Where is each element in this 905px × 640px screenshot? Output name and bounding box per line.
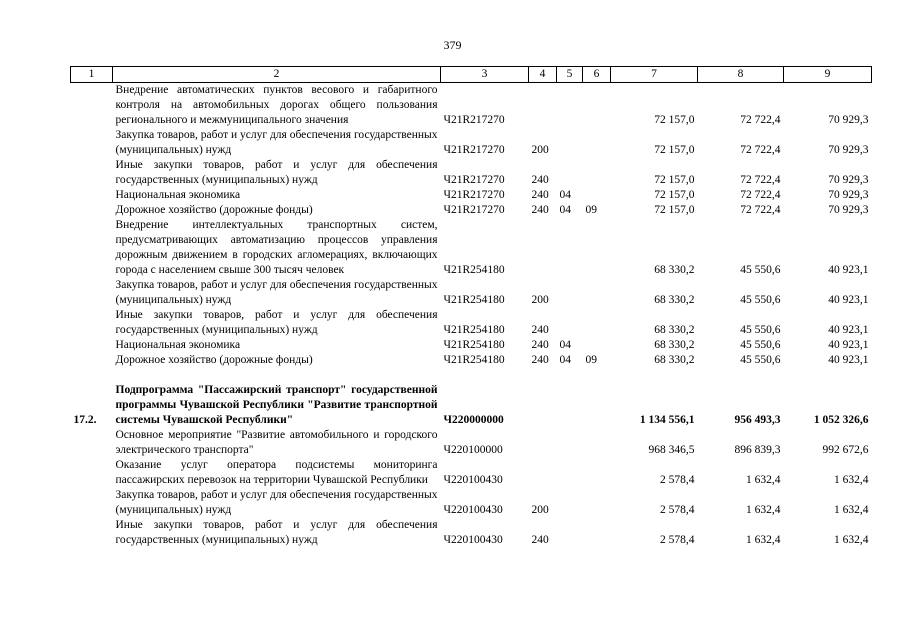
row-subsection <box>583 83 611 129</box>
row-expense-type <box>529 428 557 458</box>
row-subsection <box>583 383 611 428</box>
row-value-col7: 68 330,2 <box>654 294 695 306</box>
row-number <box>71 338 113 353</box>
row-value-col8: 72 722,4 <box>740 114 781 126</box>
row-section: 04 <box>559 339 571 351</box>
row-target-code: Ч21R217270 <box>443 204 505 216</box>
row-value-col9: 40 923,1 <box>828 264 869 276</box>
table-row <box>71 188 872 203</box>
row-name: Подпрограмма "Пассажирский транспорт" государственной программы Чувашской Республики "Развитие транспортной системы Чувашской Республики" <box>115 384 438 426</box>
row-target-code: Ч21R217270 <box>443 114 505 126</box>
row-name: Внедрение автоматических пунктов весового и габаритного контроля на автомобильных дорогах общего пользования регионального и межмуниципального значения <box>115 84 438 126</box>
row-expense-type <box>529 218 557 278</box>
row-expense-type: 240 <box>531 324 549 336</box>
row-section <box>557 83 583 129</box>
row-number: 17.2. <box>73 414 97 426</box>
row-section: 04 <box>559 204 571 216</box>
row-value-col8: 72 722,4 <box>740 144 781 156</box>
row-value-col9: 70 929,3 <box>828 144 869 156</box>
column-header: 7 <box>611 67 698 83</box>
row-expense-type: 200 <box>531 144 549 156</box>
row-value-col8: 1 632,4 <box>746 504 781 516</box>
page-number: 379 <box>443 38 462 52</box>
row-section <box>557 383 583 428</box>
row-subsection <box>583 278 611 308</box>
column-header: 6 <box>583 67 611 83</box>
row-expense-type: 240 <box>531 354 549 366</box>
row-expense-type: 240 <box>531 174 549 186</box>
row-value-col8: 45 550,6 <box>740 294 781 306</box>
row-target-code: Ч220000000 <box>443 414 504 426</box>
row-section <box>557 158 583 188</box>
column-header: 8 <box>698 67 784 83</box>
row-name: Иные закупки товаров, работ и услуг для обеспечения государственных (муниципальных) нужд <box>115 519 438 546</box>
row-value-col8: 896 839,3 <box>734 444 781 456</box>
row-target-code: Ч21R254180 <box>443 339 505 351</box>
column-header: 4 <box>529 67 557 83</box>
row-section <box>557 518 583 548</box>
row-value-col9: 70 929,3 <box>828 189 869 201</box>
row-value-col8: 956 493,3 <box>734 414 781 426</box>
row-section: 04 <box>559 189 571 201</box>
row-section <box>557 428 583 458</box>
row-name: Иные закупки товаров, работ и услуг для обеспечения государственных (муниципальных) нужд <box>115 159 438 186</box>
row-number <box>71 458 113 488</box>
table-row <box>71 383 872 428</box>
row-value-col7: 2 578,4 <box>660 534 695 546</box>
row-subsection <box>583 128 611 158</box>
row-target-code: Ч21R217270 <box>443 174 505 186</box>
row-expense-type: 240 <box>531 534 549 546</box>
row-subsection <box>583 518 611 548</box>
row-number <box>71 218 113 278</box>
row-section <box>557 458 583 488</box>
row-target-code: Ч21R217270 <box>443 189 505 201</box>
row-subsection <box>583 218 611 278</box>
row-name: Национальная экономика <box>115 189 241 201</box>
row-number <box>71 158 113 188</box>
row-value-col7: 2 578,4 <box>660 504 695 516</box>
spacer-row <box>71 368 872 383</box>
column-header: 5 <box>557 67 583 83</box>
row-target-code: Ч220100430 <box>443 474 503 486</box>
column-header: 1 <box>71 67 113 83</box>
row-expense-type <box>529 458 557 488</box>
row-target-code: Ч21R254180 <box>443 354 505 366</box>
row-number <box>71 188 113 203</box>
row-expense-type: 240 <box>531 189 549 201</box>
row-name: Закупка товаров, работ и услуг для обеспечения государственных (муниципальных) нужд <box>115 279 438 306</box>
row-name: Внедрение интеллектуальных транспортных систем, предусматривающих автоматизацию процессов управления дорожным движением в городских агломерациях, включающих города с населением свыше 300 тысяч человек <box>115 219 438 276</box>
row-value-col7: 68 330,2 <box>654 324 695 336</box>
table-row <box>71 83 872 129</box>
row-name: Дорожное хозяйство (дорожные фонды) <box>115 354 313 366</box>
row-value-col8: 72 722,4 <box>740 204 781 216</box>
column-header-row <box>71 67 872 83</box>
row-subsection <box>583 458 611 488</box>
table-row <box>71 203 872 218</box>
row-value-col9: 70 929,3 <box>828 114 869 126</box>
table-row <box>71 518 872 548</box>
row-value-col8: 72 722,4 <box>740 189 781 201</box>
row-expense-type <box>529 83 557 129</box>
row-value-col9: 40 923,1 <box>828 324 869 336</box>
row-subsection: 09 <box>585 354 597 366</box>
row-number <box>71 128 113 158</box>
row-value-col8: 45 550,6 <box>740 354 781 366</box>
row-number <box>71 278 113 308</box>
row-expense-type: 200 <box>531 504 549 516</box>
row-value-col9: 40 923,1 <box>828 339 869 351</box>
row-name: Национальная экономика <box>115 339 241 351</box>
row-value-col7: 68 330,2 <box>654 354 695 366</box>
row-number <box>71 203 113 218</box>
row-section <box>557 488 583 518</box>
row-value-col9: 1 632,4 <box>834 474 869 486</box>
row-value-col7: 968 346,5 <box>648 444 695 456</box>
table-row <box>71 278 872 308</box>
table-row <box>71 308 872 338</box>
row-value-col9: 40 923,1 <box>828 354 869 366</box>
table-row <box>71 488 872 518</box>
row-subsection <box>583 488 611 518</box>
row-value-col9: 1 052 326,6 <box>813 414 869 426</box>
table-row <box>71 458 872 488</box>
row-name: Основное мероприятие "Развитие автомобильного и городского электрического транспорта" <box>115 429 438 456</box>
row-value-col9: 1 632,4 <box>834 534 869 546</box>
column-header: 9 <box>784 67 872 83</box>
row-target-code: Ч220100000 <box>443 444 503 456</box>
row-subsection: 09 <box>585 204 597 216</box>
table-row <box>71 353 872 368</box>
row-subsection <box>583 308 611 338</box>
row-value-col7: 72 157,0 <box>654 189 695 201</box>
table-row <box>71 428 872 458</box>
row-value-col8: 1 632,4 <box>746 534 781 546</box>
row-subsection <box>583 188 611 203</box>
row-number <box>71 518 113 548</box>
row-expense-type: 240 <box>531 204 549 216</box>
row-value-col7: 72 157,0 <box>654 144 695 156</box>
row-target-code: Ч21R254180 <box>443 294 505 306</box>
table-row <box>71 338 872 353</box>
column-header: 3 <box>441 67 529 83</box>
row-value-col7: 72 157,0 <box>654 114 695 126</box>
row-expense-type <box>529 383 557 428</box>
row-target-code: Ч21R217270 <box>443 144 505 156</box>
row-number <box>71 353 113 368</box>
row-name: Дорожное хозяйство (дорожные фонды) <box>115 204 313 216</box>
row-section <box>557 278 583 308</box>
row-name: Иные закупки товаров, работ и услуг для обеспечения государственных (муниципальных) нужд <box>115 309 438 336</box>
row-value-col8: 45 550,6 <box>740 264 781 276</box>
row-number <box>71 308 113 338</box>
row-name: Оказание услуг оператора подсистемы мониторинга пассажирских перевозок на территории Чувашской Республики <box>115 459 438 486</box>
row-expense-type: 240 <box>531 339 549 351</box>
row-number <box>71 83 113 129</box>
table-row <box>71 128 872 158</box>
row-subsection <box>583 428 611 458</box>
budget-table <box>70 66 872 548</box>
row-target-code: Ч220100430 <box>443 504 503 516</box>
row-target-code: Ч21R254180 <box>443 264 505 276</box>
row-value-col7: 68 330,2 <box>654 339 695 351</box>
row-value-col8: 1 632,4 <box>746 474 781 486</box>
row-value-col8: 45 550,6 <box>740 339 781 351</box>
row-value-col9: 1 632,4 <box>834 504 869 516</box>
row-name: Закупка товаров, работ и услуг для обеспечения государственных (муниципальных) нужд <box>115 489 438 516</box>
row-value-col7: 2 578,4 <box>660 474 695 486</box>
row-section <box>557 218 583 278</box>
row-section <box>557 308 583 338</box>
row-value-col7: 72 157,0 <box>654 204 695 216</box>
row-value-col9: 70 929,3 <box>828 204 869 216</box>
row-target-code: Ч220100430 <box>443 534 503 546</box>
row-expense-type: 200 <box>531 294 549 306</box>
row-subsection <box>583 338 611 353</box>
row-value-col9: 992 672,6 <box>822 444 869 456</box>
row-target-code: Ч21R254180 <box>443 324 505 336</box>
table-row <box>71 158 872 188</box>
row-value-col7: 1 134 556,1 <box>639 414 695 426</box>
row-section: 04 <box>559 354 571 366</box>
row-value-col7: 68 330,2 <box>654 264 695 276</box>
row-value-col8: 45 550,6 <box>740 324 781 336</box>
row-number <box>71 488 113 518</box>
row-value-col8: 72 722,4 <box>740 174 781 186</box>
row-value-col7: 72 157,0 <box>654 174 695 186</box>
row-subsection <box>583 158 611 188</box>
row-value-col9: 40 923,1 <box>828 294 869 306</box>
table-row <box>71 218 872 278</box>
row-section <box>557 128 583 158</box>
row-name: Закупка товаров, работ и услуг для обеспечения государственных (муниципальных) нужд <box>115 129 438 156</box>
row-value-col9: 70 929,3 <box>828 174 869 186</box>
column-header: 2 <box>113 67 441 83</box>
row-number <box>71 428 113 458</box>
